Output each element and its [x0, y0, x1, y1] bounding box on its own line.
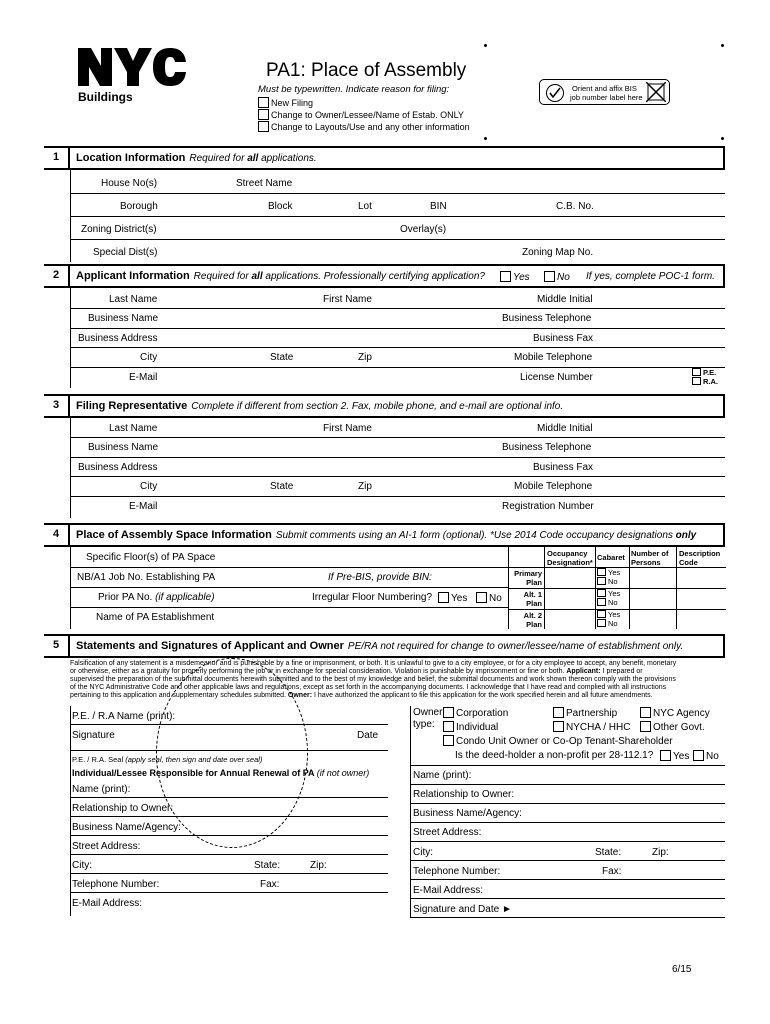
label-city: City:: [413, 847, 433, 858]
label-lot: Lot: [358, 201, 372, 212]
label-email-address: E-Mail Address:: [72, 898, 143, 909]
label-zip: Zip: [358, 352, 372, 363]
label-business-fax: Business Fax: [533, 333, 594, 344]
checkbox[interactable]: [640, 721, 651, 732]
label-date: Date: [357, 730, 379, 741]
s2-no-option[interactable]: No: [544, 271, 570, 283]
nyc-logo-mark: [76, 44, 191, 90]
label-business-name: Business Name: [88, 313, 159, 324]
owner-partnership-option[interactable]: Partnership: [553, 707, 617, 719]
seal-circle: [156, 658, 308, 848]
section-3-title: Filing Representative Complete if different from section 2. Fax, mobile phone, and e-mail are optional info.: [76, 400, 564, 412]
label-business-name: Business Name: [88, 442, 159, 453]
label-business-address: Business Address: [78, 462, 158, 473]
option-new-filing[interactable]: New Filing: [258, 97, 313, 108]
label-mobile-telephone: Mobile Telephone: [514, 352, 593, 363]
cabaret-options[interactable]: Yes No: [597, 589, 620, 607]
corner-dot: [721, 137, 724, 140]
label-zoning-map: Zoning Map No.: [522, 247, 594, 258]
section-number: 4: [44, 523, 70, 547]
checkbox[interactable]: [692, 377, 701, 385]
label-borough: Borough: [120, 201, 158, 212]
label-street-address: Street Address:: [413, 827, 482, 838]
section-1-title: Location Information Required for all applications.: [76, 152, 317, 164]
bis-label-text: job number label here: [570, 93, 643, 102]
label-city: City: [140, 352, 158, 363]
col-occupancy-designation: Occupancy Designation*: [547, 549, 593, 567]
checkbox[interactable]: [443, 707, 454, 718]
checkbox[interactable]: [443, 735, 454, 746]
checkbox[interactable]: [500, 271, 511, 282]
s2-yes-option[interactable]: Yes: [500, 271, 530, 283]
checkbox[interactable]: [553, 707, 564, 718]
checkbox[interactable]: [258, 97, 269, 108]
section-4-title: Place of Assembly Space Information Submit comments using an AI-1 form (optional). *Use 2014 Code occupancy designations only: [76, 529, 697, 541]
label-business-telephone: Business Telephone: [502, 313, 592, 324]
checkbox[interactable]: [692, 368, 701, 376]
form-title: PA1: Place of Assembly: [266, 60, 467, 81]
logo-subtitle: Buildings: [78, 90, 133, 104]
label-state: State:: [595, 847, 622, 858]
owner-other-govt-option[interactable]: Other Govt.: [640, 721, 705, 733]
label-prebis-bin: If Pre-BIS, provide BIN:: [328, 572, 432, 583]
checkbox[interactable]: [553, 721, 564, 732]
label-business-fax: Business Fax: [533, 462, 594, 473]
label-city: City:: [72, 860, 92, 871]
owner-condo-option[interactable]: Condo Unit Owner or Co-Op Tenant-Shareholder: [443, 735, 673, 747]
checkbox[interactable]: [597, 619, 606, 627]
option-change-layouts[interactable]: Change to Layouts/Use and any other information: [258, 121, 470, 132]
label-specific-floor: Specific Floor(s) of PA Space: [86, 552, 216, 563]
checkbox[interactable]: [597, 589, 606, 597]
checkbox[interactable]: [640, 707, 651, 718]
label-nb-job-no: NB/A1 Job No. Establishing PA: [77, 572, 216, 583]
corner-dot: [721, 44, 724, 47]
label-pe-ra-seal: P.E. / R.A. Seal (apply seal, then sign and date over seal): [72, 755, 263, 764]
checkbox[interactable]: [438, 592, 449, 603]
label-license-number: License Number: [520, 372, 593, 383]
checkbox[interactable]: [597, 568, 606, 576]
bis-label-text: Orient and affix BIS: [572, 84, 637, 93]
label-street-address: Street Address:: [72, 841, 141, 852]
checkbox[interactable]: [258, 109, 269, 120]
label-relationship-owner: Relationship to Owner:: [413, 789, 515, 800]
occupancy-table: [508, 547, 725, 629]
checkbox[interactable]: [258, 121, 269, 132]
owner-nycha-option[interactable]: NYCHA / HHC: [553, 721, 630, 733]
label-nonprofit: Is the deed-holder a non-profit per 28-112.1?: [455, 750, 654, 761]
crossed-box-icon: [646, 82, 666, 102]
label-business-name-agency: Business Name/Agency:: [72, 822, 181, 833]
nyc-logo: [76, 44, 191, 104]
label-pe-ra-name: P.E. / R.A Name (print):: [72, 711, 176, 722]
col-cabaret: Cabaret: [597, 553, 625, 562]
section-number: 2: [44, 264, 70, 288]
option-change-owner[interactable]: Change to Owner/Lessee/Name of Estab. ONLY: [258, 109, 464, 120]
section-5-title: Statements and Signatures of Applicant and Owner PE/RA not required for change to owner/lessee/name of establishment only.: [76, 640, 684, 652]
legal-statement: Falsification of any statement is a misdemeanor and is punishable by a fine or imprisonment, or both. It is unlawful to give to a city employee, or for a city employee to accept, any benefit, monetary or otherwise, either as a gratuity for properly performing the job or in exchange for special consideration. Violation is punishable by imprisonment or fine or both. Applicant: I prepared or supervised the preparation of the submittal documents herewith submitted and to the best of my knowledge and belief, the submittal documents and work shown thereon comply with the provisions of the NYC Administrative Code and other applicable laws and regulations, except as set forth in the accompanying documents. I acknowledge that I have read and complied with all instructions pertaining to this application and supplementary schedules submitted. Owner: I have authorized the applicant to file this application for the work specified herein and all future amendments.: [70, 660, 677, 699]
checkbox[interactable]: [597, 577, 606, 585]
label-individual-responsible: Individual/Lessee Responsible for Annual Renewal of PA (if not owner): [72, 768, 370, 778]
license-pe-option[interactable]: P.E.: [692, 368, 716, 377]
owner-individual-option[interactable]: Individual: [443, 721, 498, 733]
checkbox[interactable]: [597, 598, 606, 606]
nonprofit-yes-option[interactable]: Yes: [660, 750, 689, 762]
label-fax: Fax:: [260, 879, 280, 890]
cabaret-options[interactable]: Yes No: [597, 568, 620, 586]
label-first-name: First Name: [323, 423, 372, 434]
checkmark-icon: [545, 83, 565, 103]
label-irregular-floor: Irregular Floor Numbering?: [312, 592, 433, 603]
corner-dot: [484, 44, 487, 47]
label-zoning-district: Zoning District(s): [81, 224, 157, 235]
label-relationship-owner: Relationship to Owner:: [72, 803, 174, 814]
label-bin: BIN: [430, 201, 447, 212]
checkbox[interactable]: [544, 271, 555, 282]
label-prior-pa: Prior PA No. (if applicable): [98, 592, 215, 603]
label-state: State: [270, 352, 294, 363]
label-house-no: House No(s): [101, 178, 158, 189]
row-label: Alt. 2 Plan: [523, 611, 542, 629]
label-block: Block: [268, 201, 293, 212]
label-special-dist: Special Dist(s): [93, 247, 158, 258]
section-number: 3: [44, 394, 70, 418]
label-registration-number: Registration Number: [502, 501, 594, 512]
label-middle-initial: Middle Initial: [537, 294, 593, 305]
s2-poc-note: If yes, complete POC-1 form.: [586, 271, 715, 282]
label-business-name-agency: Business Name/Agency:: [413, 808, 522, 819]
section-number: 5: [44, 634, 70, 658]
label-zip: Zip: [358, 481, 372, 492]
section-number: 1: [44, 146, 70, 170]
license-ra-option[interactable]: R.A.: [692, 377, 718, 386]
label-zip: Zip:: [310, 860, 327, 871]
label-last-name: Last Name: [109, 294, 158, 305]
nonprofit-no-option[interactable]: No: [693, 750, 719, 762]
label-pa-establishment: Name of PA Establishment: [96, 612, 215, 623]
label-name-print: Name (print):: [72, 784, 131, 795]
label-business-telephone: Business Telephone: [502, 442, 592, 453]
cabaret-options[interactable]: Yes No: [597, 610, 620, 628]
label-telephone-number: Telephone Number:: [413, 866, 501, 877]
label-city: City: [140, 481, 158, 492]
label-last-name: Last Name: [109, 423, 158, 434]
label-middle-initial: Middle Initial: [537, 423, 593, 434]
col-description-code: Description Code: [679, 549, 721, 567]
checkbox[interactable]: [693, 750, 704, 761]
irregular-yes-option[interactable]: Yes: [438, 592, 467, 604]
form-subtitle: Must be typewritten. Indicate reason for filing:: [258, 84, 450, 95]
corner-dot: [484, 137, 487, 140]
bis-label-box: [539, 79, 670, 105]
label-state: State:: [254, 860, 281, 871]
label-overlay: Overlay(s): [400, 224, 447, 235]
label-street-name: Street Name: [236, 178, 293, 189]
label-telephone-number: Telephone Number:: [72, 879, 160, 890]
checkbox[interactable]: [443, 721, 454, 732]
label-owner-type: Owner type:: [413, 707, 443, 730]
label-email: E-Mail: [129, 372, 158, 383]
label-signature-date: Signature and Date ►: [413, 904, 512, 915]
col-number-of-persons: Number of Persons: [631, 549, 669, 567]
checkbox[interactable]: [476, 592, 487, 603]
page-number: 6/15: [672, 964, 692, 975]
irregular-no-option[interactable]: No: [476, 592, 502, 604]
label-name-print: Name (print):: [413, 770, 472, 781]
label-first-name: First Name: [323, 294, 372, 305]
checkbox[interactable]: [660, 750, 671, 761]
section-2-title: Applicant Information Required for all applications. Professionally certifying application?: [76, 270, 485, 282]
label-cb-no: C.B. No.: [556, 201, 594, 212]
label-business-address: Business Address: [78, 333, 158, 344]
row-label: Alt. 1 Plan: [523, 590, 542, 608]
checkbox[interactable]: [597, 610, 606, 618]
label-mobile-telephone: Mobile Telephone: [514, 481, 593, 492]
label-zip: Zip:: [652, 847, 669, 858]
row-label: Primary Plan: [514, 569, 542, 587]
label-signature: Signature: [72, 730, 115, 741]
label-email-address: E-Mail Address:: [413, 885, 484, 896]
label-fax: Fax:: [602, 866, 622, 877]
owner-nyc-agency-option[interactable]: NYC Agency: [640, 707, 710, 719]
label-email: E-Mail: [129, 501, 158, 512]
label-state: State: [270, 481, 294, 492]
owner-corporation-option[interactable]: Corporation: [443, 707, 508, 719]
